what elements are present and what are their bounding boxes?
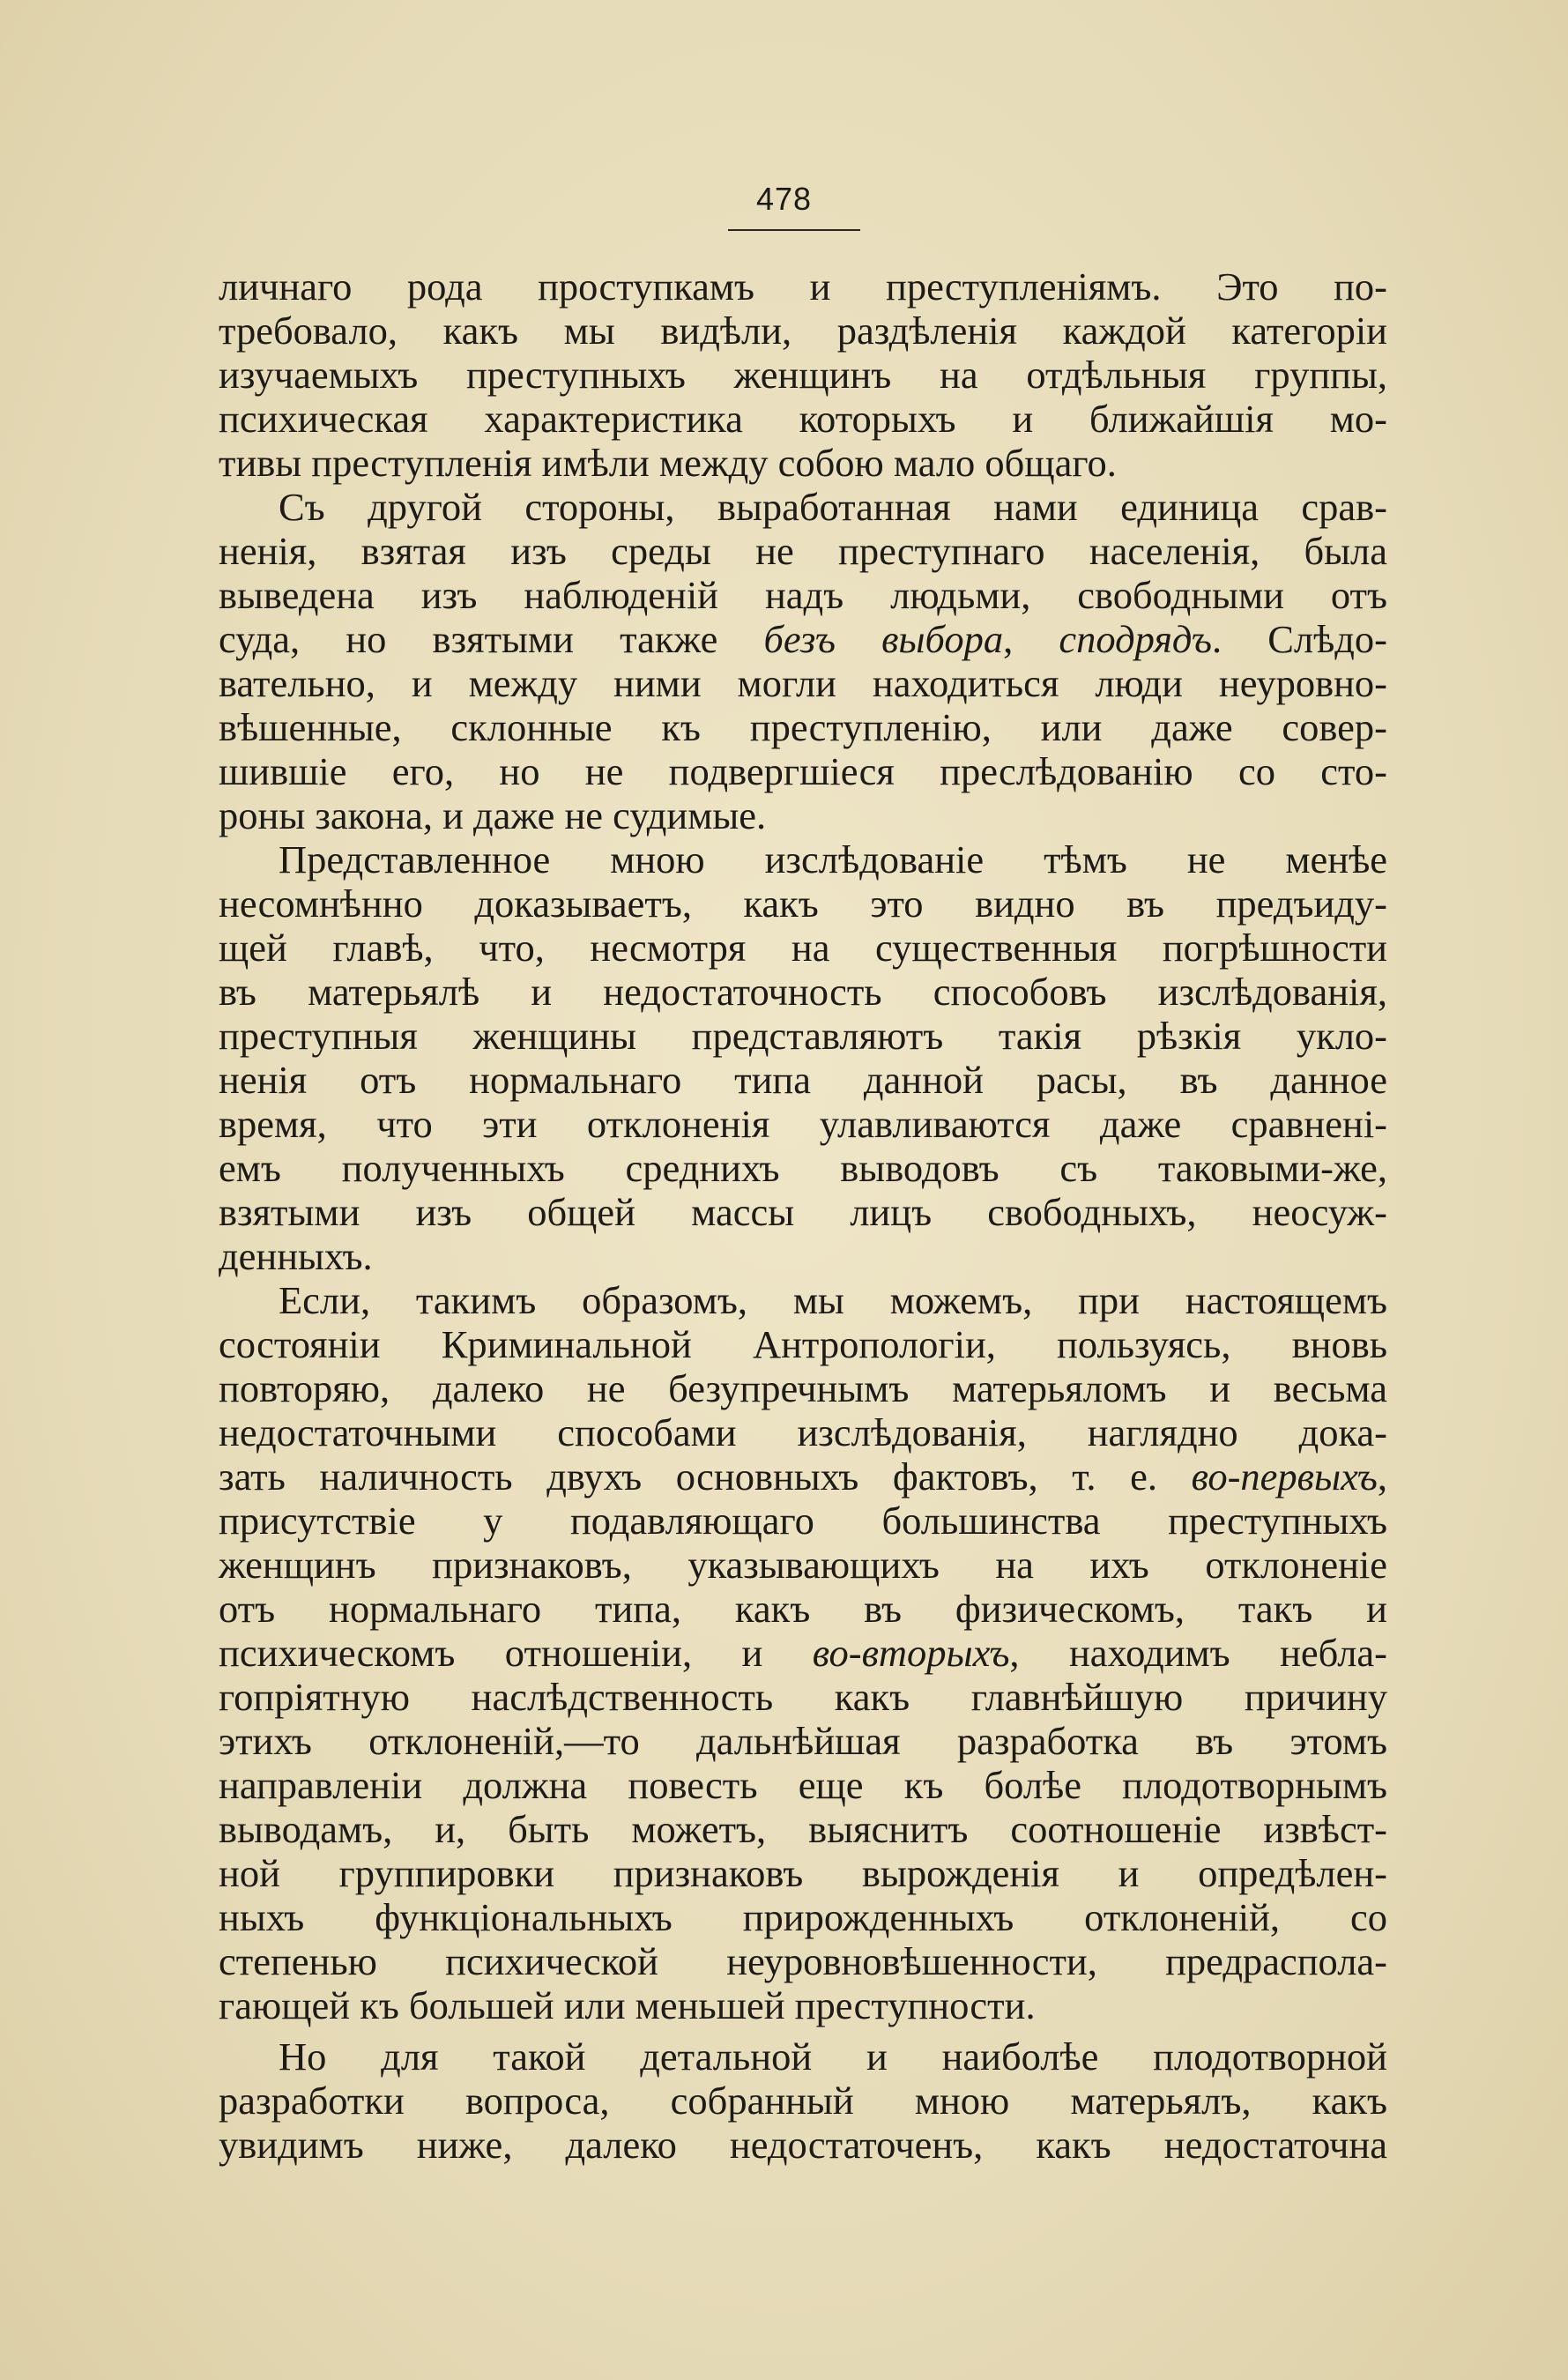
text-line: щей главѣ, что, несмотря на существенныя погрѣшности: [219, 926, 1387, 970]
text-line: емъ полученныхъ среднихъ выводовъ съ таковыми-же,: [219, 1146, 1387, 1190]
text-line: повторяю, далеко не безупречнымъ матерьяломъ и весьма: [219, 1366, 1387, 1410]
text-line: ной группировки признаковъ вырожденія и опредѣлен-: [219, 1851, 1387, 1895]
paragraph-gap: [219, 2027, 1387, 2034]
text-segment: зать наличность двухъ основныхъ фактовъ, т. е.: [219, 1454, 1192, 1499]
text-line: Представленное мною изслѣдованіе тѣмъ не менѣе: [279, 837, 1387, 881]
text-segment: психическомъ отношеніи, и: [219, 1631, 813, 1675]
text-line: время, что эти отклоненія улавливаются даже сравнені-: [219, 1102, 1387, 1146]
text-line: выводамъ, и, быть можетъ, выяснитъ соотношеніе извѣст-: [219, 1807, 1387, 1851]
text-segment: суда, но взятыми также: [219, 617, 764, 661]
text-line: направленіи должна повесть еще къ болѣе плодотворнымъ: [219, 1763, 1387, 1807]
text-line: вѣшенные, склонные къ преступленію, или даже совер-: [219, 705, 1387, 749]
text-line: роны закона, и даже не судимые.: [219, 793, 767, 837]
page-number: 478: [755, 181, 813, 217]
paragraph: [219, 485, 1387, 837]
text-line: изучаемыхъ преступныхъ женщинъ на отдѣльныя группы,: [219, 353, 1387, 397]
paragraph: [219, 2034, 1387, 2167]
body-text: [219, 264, 1387, 2167]
text-line: тивы преступленія имѣли между собою мало общаго.: [219, 441, 1117, 485]
emphasized-text: сподрядъ: [1059, 617, 1212, 661]
text-line: несомнѣнно доказываетъ, какъ это видно въ предъиду-: [219, 881, 1387, 926]
emphasized-text: безъ выбора: [763, 617, 1004, 661]
header-rule: [728, 229, 860, 231]
paragraph: [219, 1278, 1387, 2027]
text-line: недостаточными способами изслѣдованія, наглядно дока-: [219, 1410, 1387, 1454]
text-line: выведена изъ наблюденій надъ людьми, свободными отъ: [219, 573, 1387, 617]
text-line: [219, 1454, 1387, 1499]
text-line: Но для такой детальной и наиболѣе плодотворной: [279, 2034, 1387, 2079]
text-line: ненія, взятая изъ среды не преступнаго населенія, была: [219, 529, 1387, 573]
text-line: преступныя женщины представляютъ такія рѣзкія укло-: [219, 1014, 1387, 1058]
text-line: Съ другой стороны, выработанная нами единица срав-: [279, 485, 1387, 529]
text-line: ныхъ функціональныхъ прирожденныхъ отклоненій, со: [219, 1895, 1387, 1939]
text-line: гопріятную наслѣдственность какъ главнѣйшую причину: [219, 1675, 1387, 1719]
text-segment: , находимъ небла-: [1009, 1631, 1387, 1675]
text-line: ненія отъ нормальнаго типа данной расы, въ данное: [219, 1058, 1387, 1102]
paragraph: [219, 837, 1387, 1278]
text-line: вательно, и между ними могли находиться люди неуровно-: [219, 661, 1387, 705]
text-line: взятыми изъ общей массы лицъ свободныхъ, неосуж-: [219, 1190, 1387, 1234]
text-line: личнаго рода проступкамъ и преступленіямъ. Это по-: [219, 264, 1387, 309]
text-line: [219, 1631, 1387, 1675]
text-segment: . Слѣдо-: [1211, 617, 1388, 661]
text-line: денныхъ.: [219, 1234, 373, 1278]
text-line: Если, такимъ образомъ, мы можемъ, при настоящемъ: [279, 1278, 1387, 1322]
text-segment: ,: [1377, 1454, 1387, 1499]
text-line: психическая характеристика которыхъ и ближайшія мо-: [219, 397, 1387, 441]
text-line: увидимъ ниже, далеко недостаточенъ, какъ недостаточна: [219, 2123, 1387, 2167]
emphasized-text: во-первыхъ: [1191, 1454, 1378, 1499]
text-line: степенью психической неуровновѣшенности, предраспола-: [219, 1939, 1387, 1983]
text-line: этихъ отклоненій,—то дальнѣйшая разработка въ этомъ: [219, 1719, 1387, 1763]
text-line: [219, 617, 1387, 661]
text-line: разработки вопроса, собранный мною матерьялъ, какъ: [219, 2079, 1387, 2123]
text-line: требовало, какъ мы видѣли, раздѣленія каждой категоріи: [219, 309, 1387, 353]
text-line: женщинъ признаковъ, указывающихъ на ихъ отклоненіе: [219, 1543, 1387, 1587]
text-line: гающей къ большей или меньшей преступности.: [219, 1983, 1036, 2027]
emphasized-text: во-вторыхъ: [812, 1631, 1010, 1675]
text-line: шившіе его, но не подвергшіеся преслѣдованію со сто-: [219, 749, 1387, 793]
text-line: присутствіе у подавляющаго большинства преступныхъ: [219, 1499, 1387, 1543]
text-line: состояніи Криминальной Антропологіи, пользуясь, вновь: [219, 1322, 1387, 1366]
text-line: въ матерьялѣ и недостаточность способовъ изслѣдованія,: [219, 970, 1387, 1014]
text-segment: ,: [1003, 617, 1059, 661]
paragraph: [219, 264, 1387, 485]
text-line: отъ нормальнаго типа, какъ въ физическомъ, такъ и: [219, 1587, 1387, 1631]
